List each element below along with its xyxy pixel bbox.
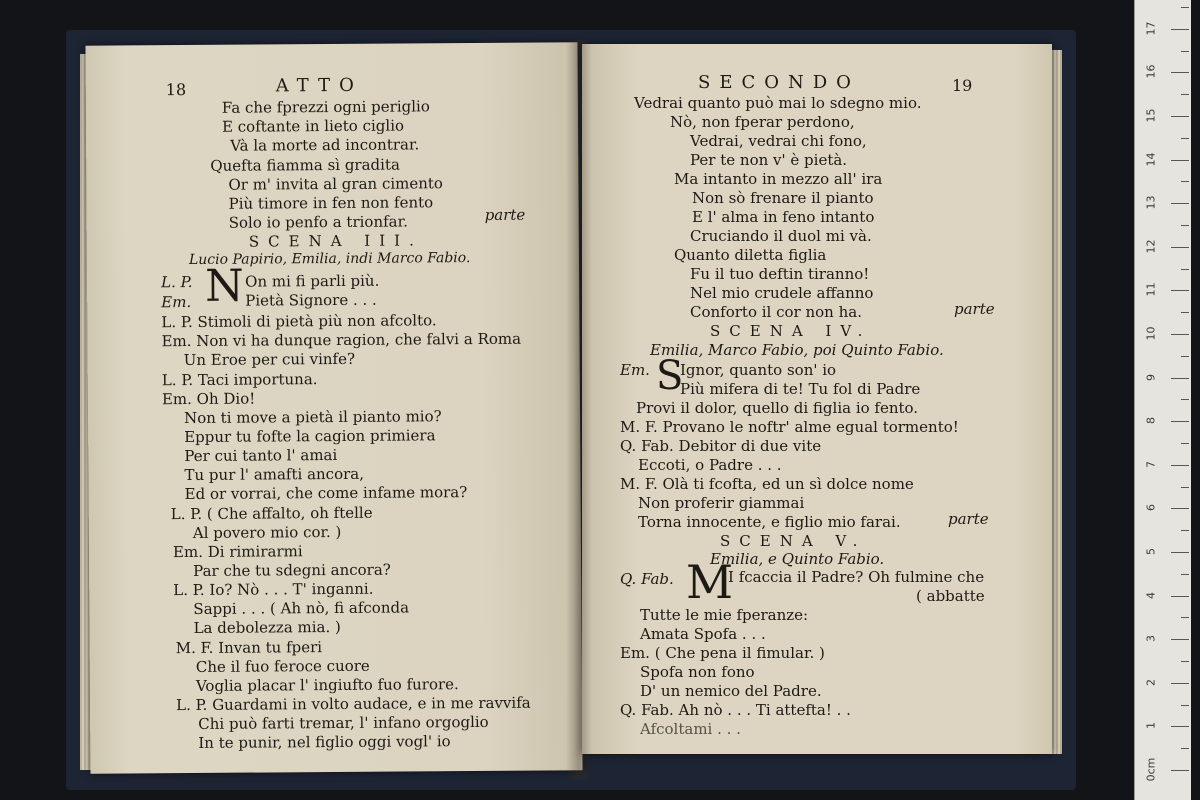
ruler-tick xyxy=(1171,421,1189,422)
ruler-minor-tick xyxy=(1181,356,1189,357)
measuring-ruler xyxy=(1134,0,1191,800)
ruler-label: 3 xyxy=(1144,635,1158,643)
text-line: M. F. Provano le noftr' alme egual tormento! xyxy=(620,418,959,436)
ruler-tick xyxy=(1171,160,1189,161)
ruler-tick xyxy=(1171,29,1189,30)
ruler-tick xyxy=(1171,552,1189,553)
page-number: 19 xyxy=(952,76,973,95)
ruler-minor-tick xyxy=(1181,138,1189,139)
text-line: Quefta fiamma sì gradita xyxy=(210,155,400,175)
ruler-tick xyxy=(1171,116,1189,117)
ruler-minor-tick xyxy=(1181,399,1189,400)
ruler-label: 9 xyxy=(1144,373,1158,381)
scene-heading: SCENA III. xyxy=(248,231,423,251)
stage-direction: parte xyxy=(948,510,989,528)
book-gutter xyxy=(566,40,592,780)
speaker-label: Em. xyxy=(620,361,650,379)
scene-heading: SCENA IV. xyxy=(710,322,872,340)
text-line: Non proferir giammai xyxy=(638,494,805,512)
text-line: Nel mio crudele affanno xyxy=(690,284,874,302)
text-line: E l' alma in feno intanto xyxy=(692,208,875,226)
ruler-label: 15 xyxy=(1144,108,1158,123)
ruler-label: 7 xyxy=(1144,460,1158,468)
ruler-minor-tick xyxy=(1181,51,1189,52)
text-line: Em. Di rimirarmi xyxy=(172,542,303,562)
text-line: Chi può farti tremar, l' infano orgoglio xyxy=(198,712,489,733)
ruler-minor-tick xyxy=(1181,94,1189,95)
drop-cap: S xyxy=(656,353,684,399)
text-line: Non ti move a pietà il pianto mio? xyxy=(184,407,442,428)
ruler-label: 10 xyxy=(1144,326,1158,341)
text-line: Sappi . . . ( Ah nò, fi afconda xyxy=(193,598,410,618)
text-line: Al povero mio cor. ) xyxy=(192,522,342,542)
text-line: Em. Oh Dio! xyxy=(161,389,256,409)
text-line: Em. ( Che pena il fimular. ) xyxy=(620,644,825,662)
ruler-tick xyxy=(1171,203,1189,204)
text-line: Par che tu sdegni ancora? xyxy=(193,560,391,580)
ruler-minor-tick xyxy=(1181,443,1189,444)
ruler-label: 12 xyxy=(1144,239,1158,254)
ruler-label: 14 xyxy=(1144,152,1158,167)
ruler-tick xyxy=(1171,639,1189,640)
ruler-minor-tick xyxy=(1181,312,1189,313)
character-list: Lucio Papirio, Emilia, indi Marco Fabio. xyxy=(188,250,471,269)
text-line: Eccoti, o Padre . . . xyxy=(638,456,782,474)
left-page xyxy=(85,42,582,773)
ruler-tick xyxy=(1171,726,1189,727)
drop-cap: M xyxy=(686,555,734,609)
ruler-minor-tick xyxy=(1181,269,1189,270)
text-line: Solo io penfo a trionfar. xyxy=(228,212,408,232)
ruler-label: 8 xyxy=(1144,417,1158,425)
text-line: Ignor, quanto son' io xyxy=(680,361,837,379)
ruler-tick xyxy=(1171,465,1189,466)
text-line: L. P. Stimoli di pietà più non afcolto. xyxy=(161,311,437,332)
text-line: I fcaccia il Padre? Oh fulmine che xyxy=(728,568,985,586)
ruler-minor-tick xyxy=(1181,181,1189,182)
text-line: In te punir, nel figlio oggi vogl' io xyxy=(198,732,451,752)
ruler-label: 0cm xyxy=(1144,757,1158,782)
drop-cap: N xyxy=(204,260,244,312)
ruler-tick xyxy=(1171,334,1189,335)
text-line: Q. Fab. Debitor di due vite xyxy=(620,437,822,455)
text-line: Cruciando il duol mi và. xyxy=(690,227,872,245)
ruler-tick xyxy=(1171,247,1189,248)
text-line: Pietà Signore . . . xyxy=(245,290,377,310)
character-list: Emilia, e Quinto Fabio. xyxy=(710,550,885,568)
text-line: Tu pur l' amafti ancora, xyxy=(184,464,365,485)
ruler-label: 11 xyxy=(1144,282,1158,297)
running-head: ATTO xyxy=(275,74,363,97)
text-line: Em. Non vi ha dunque ragion, che falvi a Roma xyxy=(161,329,522,351)
text-line: Vedrai, vedrai chi fono, xyxy=(690,132,867,150)
text-line: Và la morte ad incontrar. xyxy=(230,135,420,155)
ruler-tick xyxy=(1171,596,1189,597)
ruler-label: 5 xyxy=(1144,548,1158,555)
ruler-label: 17 xyxy=(1144,21,1158,36)
ruler-minor-tick xyxy=(1181,530,1189,531)
ruler-label: 13 xyxy=(1144,195,1158,210)
ruler-label: 1 xyxy=(1144,722,1158,730)
text-line: Spofa non fono xyxy=(640,663,755,681)
character-list: Emilia, Marco Fabio, poi Quinto Fabio. xyxy=(650,341,944,359)
text-line: L. P. Io? Nò . . . T' inganni. xyxy=(173,579,374,600)
ruler-tick xyxy=(1171,508,1189,509)
scene-heading: SCENA V. xyxy=(720,532,867,550)
ruler-tick xyxy=(1171,378,1189,379)
text-line: Non sò frenare il pianto xyxy=(692,189,874,207)
ruler-label: 4 xyxy=(1144,591,1158,599)
text-line: Nò, non fperar perdono, xyxy=(670,113,855,131)
page-number: 18 xyxy=(165,80,187,100)
text-line: Provi il dolor, quello di figlia io fento. xyxy=(636,399,919,417)
text-line: Tutte le mie fperanze: xyxy=(640,606,809,624)
ruler-label: 2 xyxy=(1144,678,1158,686)
stage-direction: parte xyxy=(484,205,526,224)
text-line: Fa che fprezzi ogni periglio xyxy=(221,97,430,117)
ruler-tick xyxy=(1171,72,1189,73)
ruler-minor-tick xyxy=(1181,661,1189,662)
text-line: ( abbatte xyxy=(916,587,985,605)
ruler-minor-tick xyxy=(1181,7,1189,8)
ruler-minor-tick xyxy=(1181,574,1189,575)
text-line: Amata Spofa . . . xyxy=(640,625,766,643)
text-line: E coftante in lieto ciglio xyxy=(221,116,405,136)
text-line: M. F. Olà ti fcofta, ed un sì dolce nome xyxy=(620,475,914,493)
text-line: Conforto il cor non ha. xyxy=(690,303,862,321)
text-line: D' un nemico del Padre. xyxy=(640,682,822,700)
ruler-minor-tick xyxy=(1181,487,1189,488)
text-line: Eppur tu fofte la cagion primiera xyxy=(184,426,436,447)
ruler-label: 16 xyxy=(1144,64,1158,79)
ruler-tick xyxy=(1171,290,1189,291)
text-line: Torna innocente, e figlio mio farai. xyxy=(638,513,901,531)
ruler-tick xyxy=(1171,683,1189,684)
text-line: Per cui tanto l' amai xyxy=(184,445,338,466)
text-line: Or m' invita al gran cimento xyxy=(228,174,443,194)
text-line: L. P. Taci importuna. xyxy=(161,370,318,390)
ruler-tick xyxy=(1171,770,1189,771)
speaker-label: Q. Fab. xyxy=(620,570,674,588)
speaker-label: L. P. xyxy=(161,272,193,292)
right-page xyxy=(582,44,1052,754)
ruler-label: 6 xyxy=(1144,504,1158,512)
text-line: L. P. ( Che affalto, oh ftelle xyxy=(170,503,373,524)
text-line: Più mifera di te! Tu fol di Padre xyxy=(680,380,921,398)
ruler-minor-tick xyxy=(1181,748,1189,749)
text-line: On mi fi parli più. xyxy=(245,271,380,291)
text-line: Ed or vorrai, che come infame mora? xyxy=(184,483,468,504)
text-line: La debolezza mia. ) xyxy=(193,617,341,637)
ruler-minor-tick xyxy=(1181,705,1189,706)
text-line: Più timore in fen non fento xyxy=(228,193,434,213)
text-line: Per te non v' è pietà. xyxy=(690,151,848,169)
text-line: Quanto diletta figlia xyxy=(674,246,827,264)
text-line: Ma intanto in mezzo all' ira xyxy=(674,170,883,188)
stage-direction: parte xyxy=(954,300,995,318)
text-line: Fu il tuo deftin tiranno! xyxy=(690,265,870,283)
text-line: Voglia placar l' ingiufto fuo furore. xyxy=(195,675,459,695)
speaker-label: Em. xyxy=(161,292,192,312)
text-line: Afcoltami . . . xyxy=(640,720,741,738)
text-line: Q. Fab. Ah nò . . . Ti attefta! . . xyxy=(620,701,851,719)
text-line: M. F. Invan tu fperi xyxy=(175,638,323,658)
text-line: L. P. Guardami in volto audace, e in me ravvifa xyxy=(176,693,531,715)
running-head: SECONDO xyxy=(698,72,860,93)
ruler-minor-tick xyxy=(1181,617,1189,618)
text-line: Un Eroe per cui vinfe? xyxy=(183,349,356,370)
text-line: Vedrai quanto può mai lo sdegno mio. xyxy=(634,94,922,112)
ruler-minor-tick xyxy=(1181,225,1189,226)
text-line: Che il fuo feroce cuore xyxy=(195,656,370,676)
